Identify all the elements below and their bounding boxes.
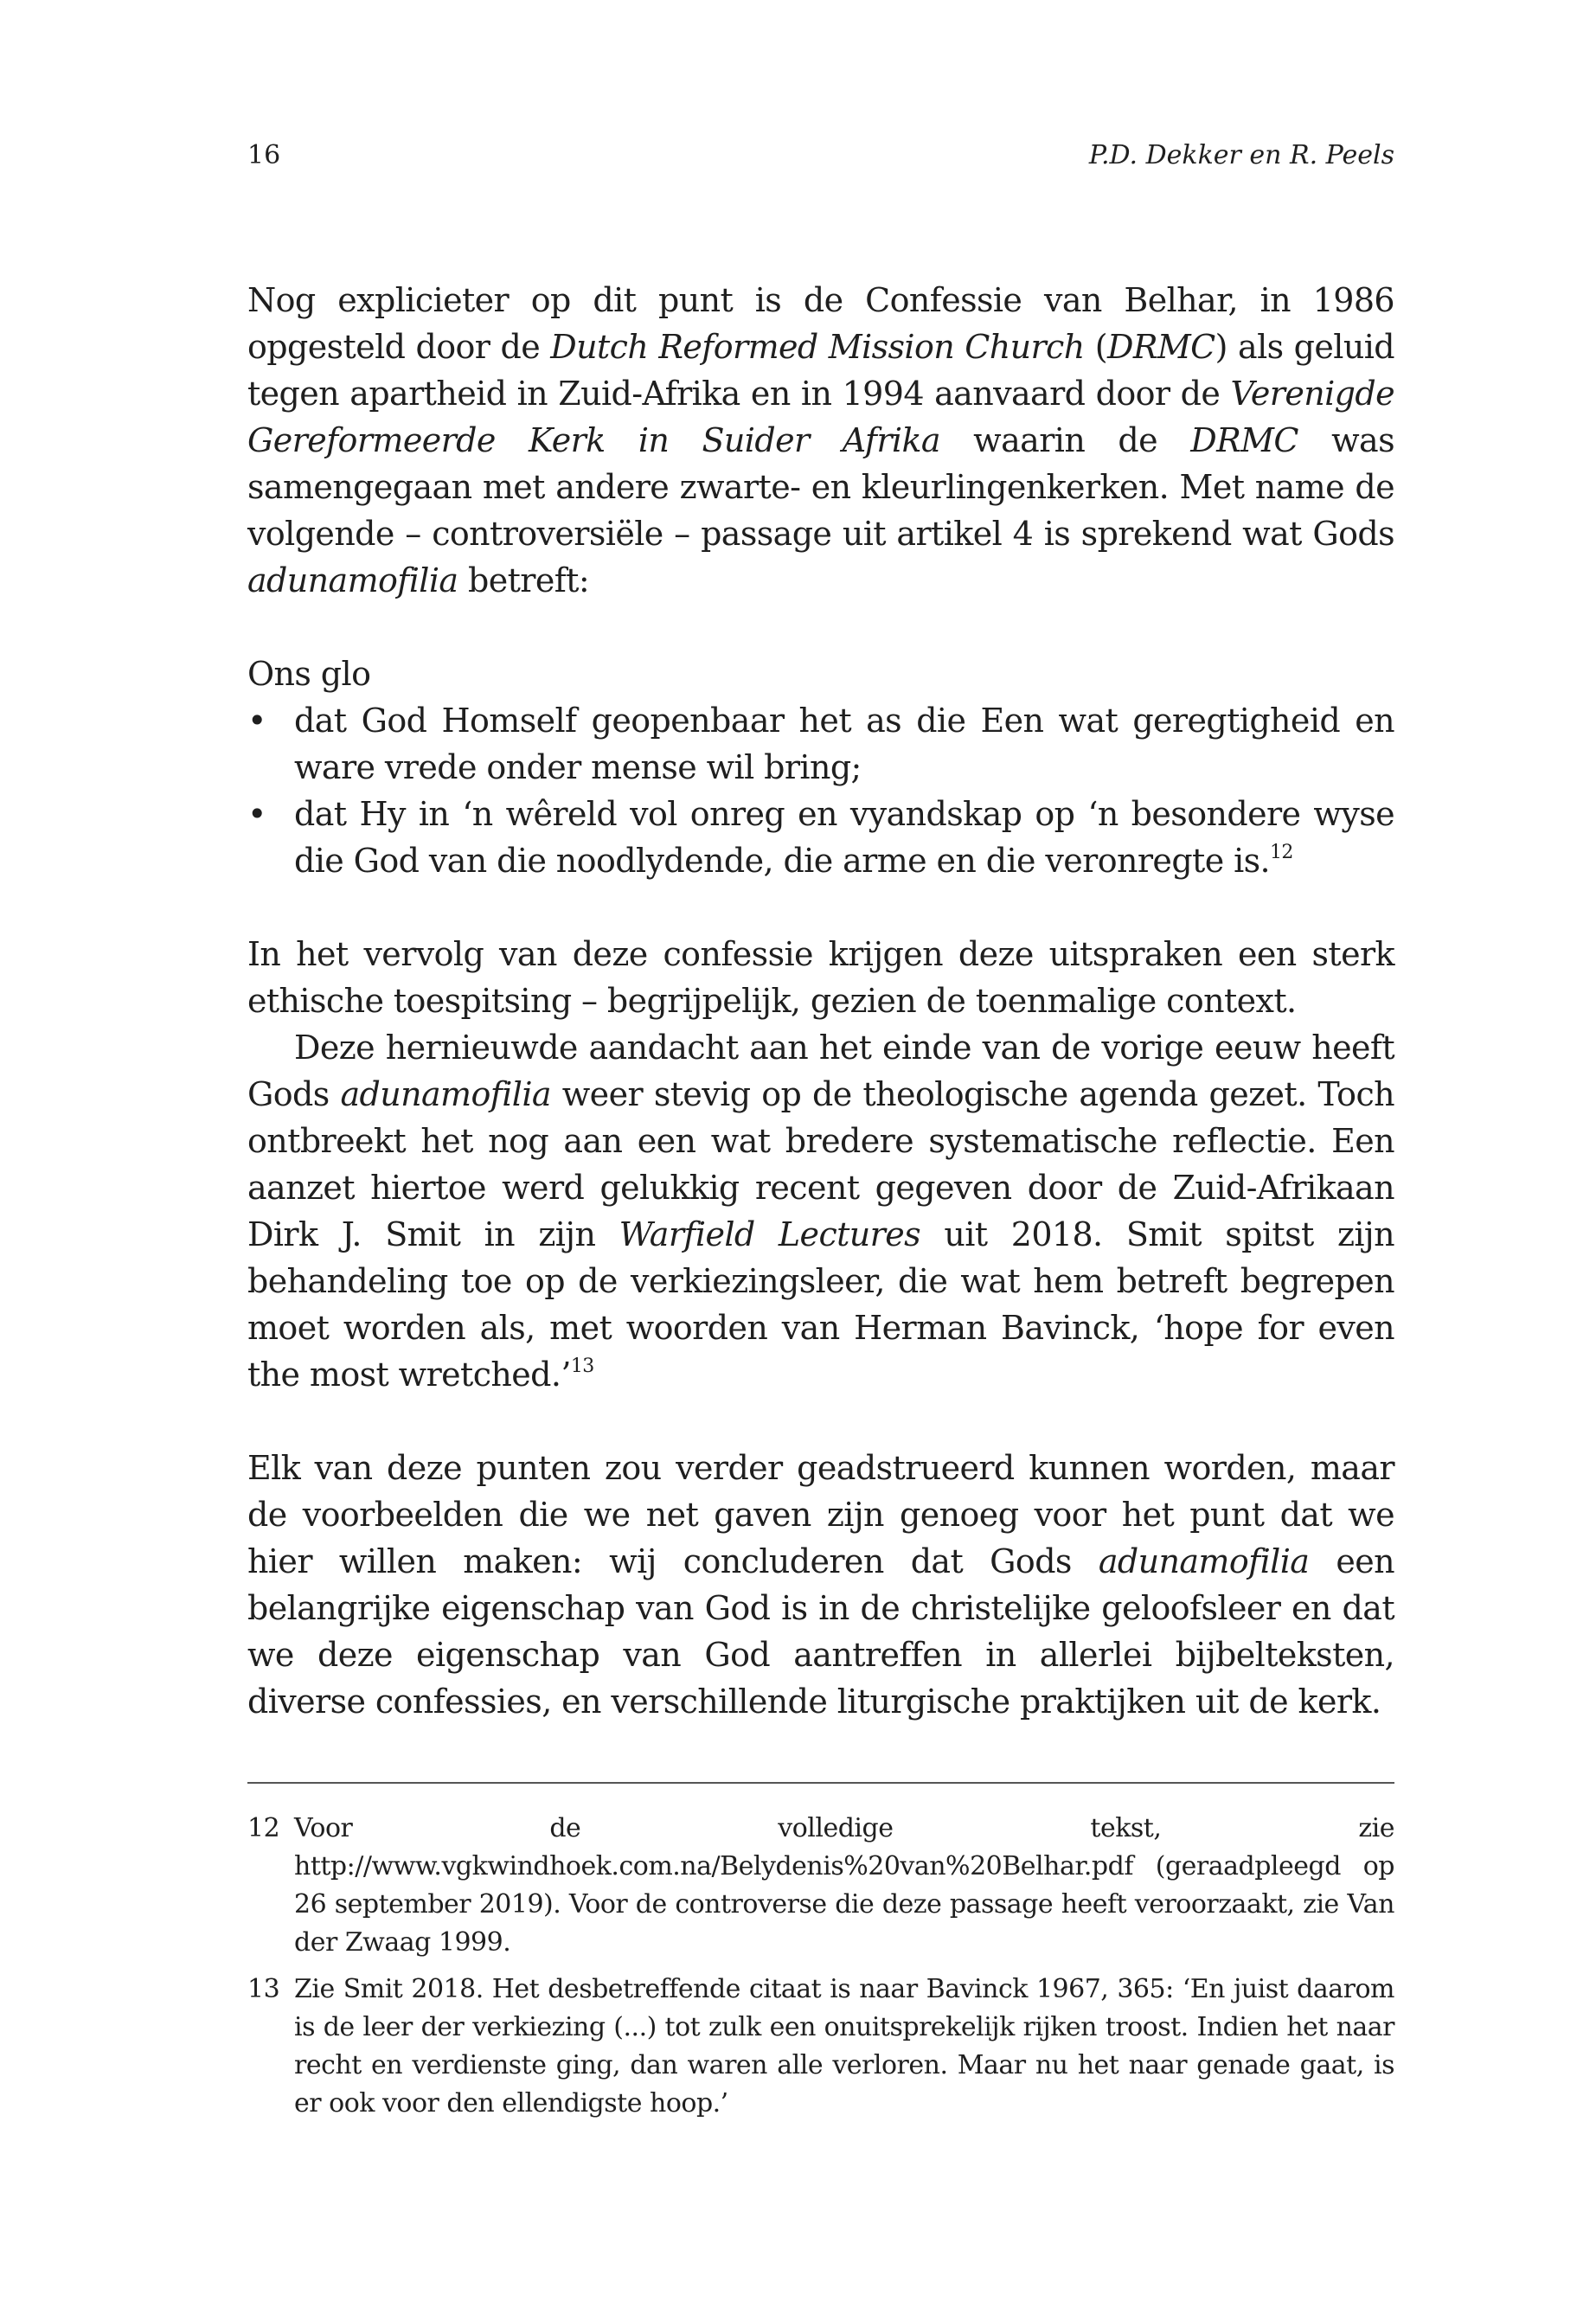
paragraph-conclusion: [247, 1445, 1394, 1725]
italic-segment: DRMC: [1190, 421, 1298, 459]
text-segment: (: [1084, 328, 1107, 366]
italic-segment: adunamofilia: [1098, 1542, 1310, 1580]
block-quote: [247, 651, 1394, 884]
bullet-icon: •: [247, 795, 266, 833]
italic-segment: Dutch Reformed Mission Church: [550, 328, 1085, 366]
text-segment: uit 2018. Smit spitst zijn behandeling toe op de verkiezingsleer, die wat hem betreft begrepen moet worden als, met woorden van Herman Bavinck, ‘hope for even the most wretched.’: [247, 1215, 1394, 1394]
text-segment: Deze hernieuwde aandacht aan het einde van de vorige eeuw heeft Gods: [247, 1029, 1394, 1113]
main-text: [247, 277, 1394, 1725]
quote-list: [247, 697, 1394, 884]
footnote-number: 12: [247, 1813, 280, 1843]
paragraph-ethics: In het vervolg van deze confessie krijgen deze uitspraken een sterk ethische toespitsing – begrijpelijk, gezien de toenmalige context.: [247, 935, 1394, 1020]
footnote-12: [247, 1810, 1394, 1962]
paragraph-smit: [247, 1024, 1394, 1398]
footnote-ref-13[interactable]: 13: [570, 1356, 594, 1377]
text-segment: waarin de: [939, 421, 1191, 459]
list-item-text: dat Hy in ‘n wêreld vol onreg en vyandskap op ‘n besondere wyse die God van die noodlydende, die arme en die veronregte is.: [294, 795, 1394, 880]
italic-segment: adunamofilia: [247, 561, 458, 599]
quote-intro: Ons glo: [247, 655, 371, 693]
list-item: [247, 697, 1394, 791]
text-segment: Elk van deze punten zou verder geadstrueerd kunnen worden, maar de voorbeelden die we net gaven zijn genoeg voor het punt dat we hier willen maken: wij concluderen dat Gods: [247, 1449, 1394, 1580]
footnote-text: Voor de volledige tekst, zie http://www.vgkwindhoek.com.na/Belydenis%20van%20Belhar.pdf (geraadpleegd op 26 september 2019). Voor de controverse die deze passage heeft veroorzaakt, zie Van der Zwaag 1999.: [294, 1813, 1394, 1958]
italic-segment: adunamofilia: [340, 1075, 551, 1113]
footnote-divider: [247, 1782, 1394, 1784]
footnote-number: 13: [247, 1974, 280, 2004]
footnotes: [247, 1810, 1394, 2131]
text-segment: was samengegaan met andere zwarte- en kleurlingenkerken. Met name de volgende – controversiële – passage uit artikel 4 is sprekend wat Gods: [247, 421, 1394, 553]
footnote-ref-12[interactable]: 12: [1270, 842, 1293, 863]
footnote-text: Zie Smit 2018. Het desbetreffende citaat is naar Bavinck 1967, 365: ‘En juist daarom is de leer der verkiezing (...) tot zulk een onuitsprekelijk rijken troost. Indien het naar recht en verdienste ging, dan waren alle verloren. Maar nu het naar genade gaat, is er ook voor den ellendigste hoop.’: [294, 1974, 1394, 2118]
text-segment: ) als geluid tegen apartheid in Zuid-Afrika en in 1994 aanvaard door de: [247, 328, 1394, 413]
text-segment: betreft:: [458, 561, 590, 599]
running-head: P.D. Dekker en R. Peels: [1088, 140, 1394, 170]
italic-segment: DRMC: [1106, 328, 1215, 366]
paragraph-belhar: [247, 277, 1394, 604]
italic-segment: Warfield Lectures: [619, 1215, 921, 1253]
footnote-13: [247, 1971, 1394, 2123]
list-item: [247, 791, 1394, 884]
page-number: 16: [247, 140, 281, 170]
text-segment: een belangrijke eigenschap van God is in de christelijke geloofsleer en dat we deze eigenschap van God aantreffen in allerlei bijbelteksten, diverse confessies, en verschillende liturgische praktijken uit de kerk.: [247, 1542, 1394, 1721]
bullet-icon: •: [247, 702, 266, 740]
italic-segment: Verenigde Gereformeerde Kerk in Suider Afrika: [247, 375, 1394, 459]
text-segment: weer stevig op de theologische agenda gezet. Toch ontbreekt het nog aan een wat bredere systematische reflectie. Een aanzet hiertoe werd gelukkig recent gegeven door de Zuid-Afrikaan Dirk J. Smit in zijn: [247, 1075, 1395, 1253]
text-segment: Nog explicieter op dit punt is de Confessie van Belhar, in 1986 opgesteld door de: [247, 281, 1394, 366]
list-item-text: dat God Homself geopenbaar het as die Een wat geregtigheid en ware vrede onder mense wil bring;: [294, 702, 1394, 786]
